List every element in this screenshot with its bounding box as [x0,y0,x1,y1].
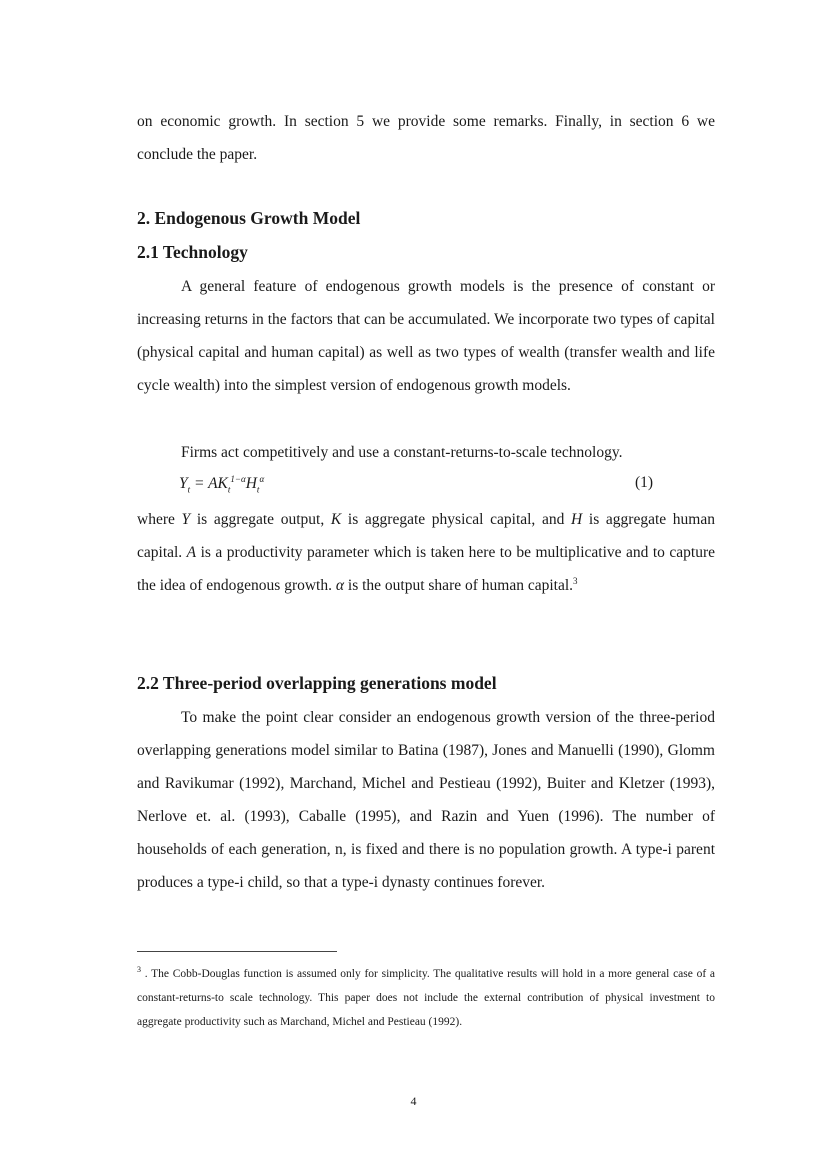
footnote-mark: 3 [137,965,141,974]
olg-paragraph: To make the point clear consider an endogenous growth version of the three-period overlapping generations model similar to Batina (1987), Jones and Manuelli (1990), Glomm and Ravikumar (1992), Marchand, Michel and Pestieau (1992), Buiter and Kletzer (1993), Nerlove et. al. (1993), Caballe (1995), and Razin and Yuen (1996). The number of households of each generation, n, is fixed and there is no population growth. A type-i parent produces a type-i child, so that a type-i dynasty continues forever. [137,709,715,891]
variables-paragraph: where Y is aggregate output, K is aggregate physical capital, and H is aggregate human capital. A is a productivity parameter which is taken here to be multiplicative and to capture the idea of endogenous growth. α is the output share of human capital.$^3$ [137,511,716,594]
equation-1 [137,472,715,502]
footnote-divider [137,951,337,952]
intro-paragraph: on economic growth. In section 5 we provide some remarks. Finally, in section 6 we conclude the paper. [137,113,715,163]
page-number: 4 [410,1094,417,1108]
footnote-reference[interactable]: 3 [573,575,578,586]
footnote-3: $^3$ . The Cobb-Douglas function is assumed only for simplicity. The qualitative results will hold in a more general case of a constant-returns-to scale technology. This paper does not include the external contribution of physical investment to aggregate productivity such as Marchand, Michel and Pestieau (1992). [137,965,715,1028]
production-function-formula: $Y_t = AK_t^{1-\alpha}H_t^\alpha$ [179,474,265,495]
technology-paragraph: A general feature of endogenous growth models is the presence of constant or increasing returns in the factors that can be accumulated. We incorporate two types of capital (physical capital and human capital) as well as two types of wealth (transfer wealth and life cycle wealth) into the simplest version of endogenous growth models. [137,278,715,394]
firms-paragraph: Firms act competitively and use a constant-returns-to-scale technology. [181,444,623,461]
section-2-2-heading: 2.2 Three-period overlapping generations model [137,673,497,693]
equation-number: (1) [635,474,654,491]
section-2-heading: 2. Endogenous Growth Model [137,208,361,228]
section-2-1-heading: 2.1 Technology [137,242,248,262]
